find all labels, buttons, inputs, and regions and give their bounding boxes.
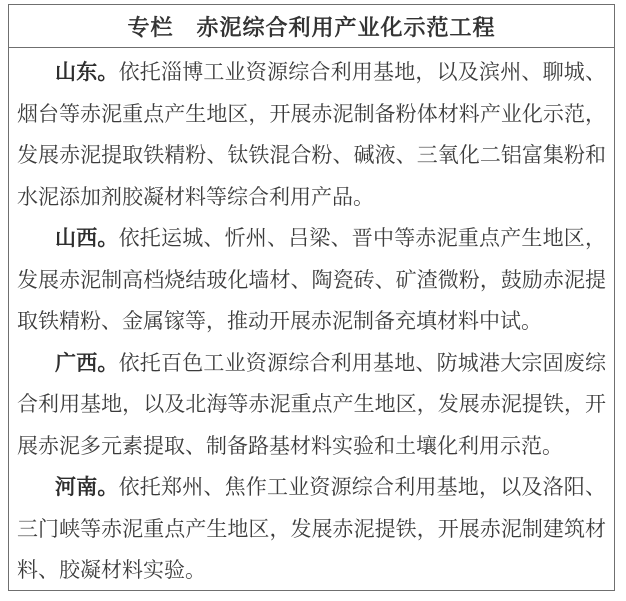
column-box [8, 4, 615, 591]
column-body [9, 48, 614, 591]
region-label-shanxi: 山西。 [55, 226, 119, 250]
column-title-text: 专栏 赤泥综合利用产业化示范工程 [127, 14, 496, 40]
paragraph-henan [17, 467, 606, 591]
paragraph-text-shanxi: 依托运城、忻州、吕梁、晋中等赤泥重点产生地区，发展赤泥制高档烧结玻化墙材、陶瓷砖、矿渣微粉，鼓励赤泥提取铁精粉、金属镓等，推动开展赤泥制备充填材料中试。 [17, 226, 607, 333]
paragraph-shandong [17, 52, 606, 218]
region-label-henan: 河南。 [55, 475, 119, 499]
paragraph-text-shandong: 依托淄博工业资源综合利用基地，以及滨州、聊城、烟台等赤泥重点产生地区，开展赤泥制备粉体材料产业化示范，发展赤泥提取铁精粉、钛铁混合粉、碱液、三氧化二铝富集粉和水泥添加剂胶凝材料等综合利用产品。 [17, 60, 607, 209]
paragraph-text-guangxi: 依托百色工业资源综合利用基地、防城港大宗固废综合利用基地，以及北海等赤泥重点产生地区，发展赤泥提铁，开展赤泥多元素提取、制备路基材料实验和土壤化利用示范。 [17, 350, 607, 458]
column-title-bar [9, 5, 614, 48]
paragraph-guangxi [17, 343, 606, 468]
region-label-shandong: 山东。 [55, 60, 119, 84]
paragraph-shanxi [17, 218, 606, 343]
region-label-guangxi: 广西。 [55, 350, 119, 375]
paragraph-text-henan: 依托郑州、焦作工业资源综合利用基地，以及洛阳、三门峡等赤泥重点产生地区，发展赤泥提铁，开展赤泥制建筑材料、胶凝材料实验。 [17, 475, 607, 582]
